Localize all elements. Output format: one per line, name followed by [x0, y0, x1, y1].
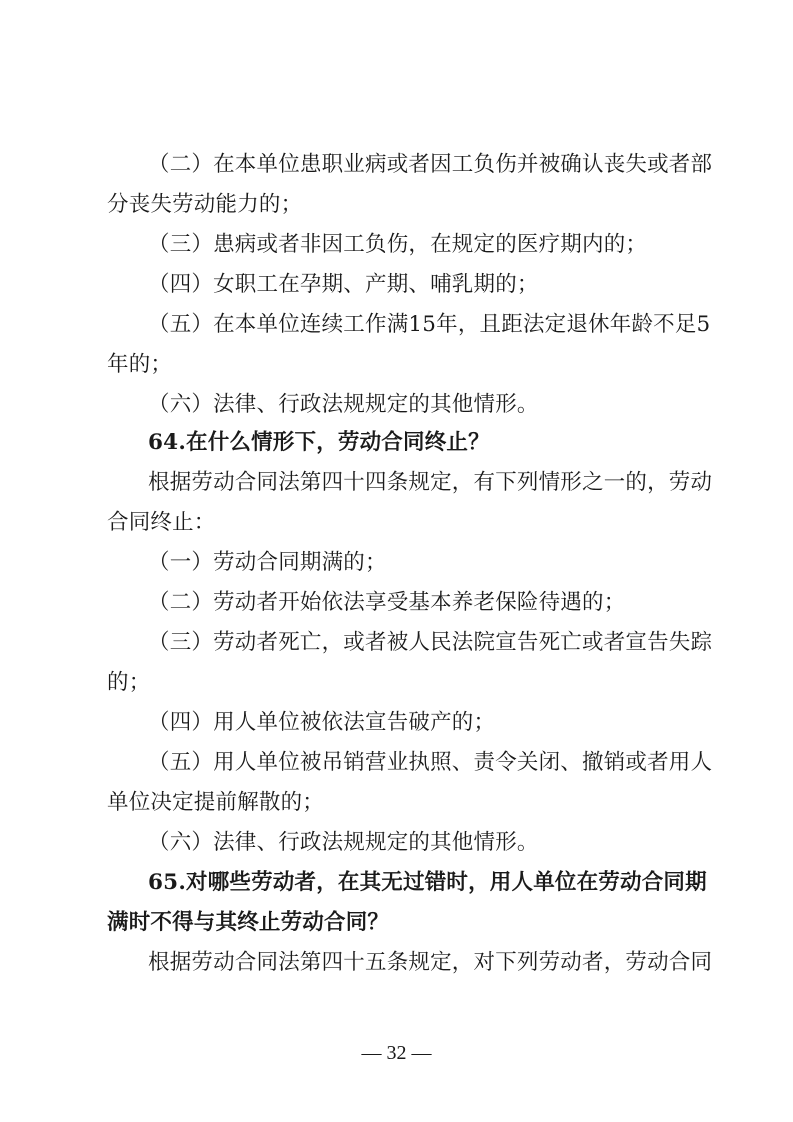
list-item-2-line-2: 分丧失劳动能力的； [107, 192, 303, 217]
answer-64-item-4: （四）用人单位被依法宣告破产的； [148, 710, 496, 735]
answer-64-item-3-line-2: 的； [107, 670, 151, 695]
question-65-heading-line-1: 65.对哪些劳动者，在其无过错时，用人单位在劳动合同期 [148, 870, 707, 895]
answer-64-item-6: （六）法律、行政法规规定的其他情形。 [148, 830, 539, 855]
answer-64-item-5-line-1: （五）用人单位被吊销营业执照、责令关闭、撤销或者用人 [148, 750, 713, 775]
list-item-5-line-1: （五）在本单位连续工作满15年，且距法定退休年龄不足5 [148, 312, 711, 337]
answer-64-item-2: （二）劳动者开始依法享受基本养老保险待遇的； [148, 590, 626, 615]
list-item-6: （六）法律、行政法规规定的其他情形。 [148, 392, 539, 417]
answer-64-item-5-line-2: 单位决定提前解散的； [107, 790, 325, 815]
answer-64-intro-line-2: 合同终止： [107, 510, 216, 535]
answer-64-intro-line-1: 根据劳动合同法第四十四条规定，有下列情形之一的，劳动 [148, 470, 713, 495]
page-number: — 32 — [361, 1042, 432, 1064]
list-item-3: （三）患病或者非因工负伤，在规定的医疗期内的； [148, 232, 648, 257]
answer-64-item-3-line-1: （三）劳动者死亡，或者被人民法院宣告死亡或者宣告失踪 [148, 630, 713, 655]
answer-65-intro-line-1: 根据劳动合同法第四十五条规定，对下列劳动者，劳动合同 [148, 950, 713, 975]
list-item-5-line-2: 年的； [107, 352, 173, 377]
answer-64-item-1: （一）劳动合同期满的； [148, 550, 387, 575]
question-65-heading-line-2: 满时不得与其终止劳动合同？ [107, 910, 390, 935]
list-item-2-line-1: （二）在本单位患职业病或者因工负伤并被确认丧失或者部 [148, 152, 713, 177]
question-64-heading: 64.在什么情形下，劳动合同终止？ [148, 430, 490, 455]
list-item-4: （四）女职工在孕期、产期、哺乳期的； [148, 272, 539, 297]
